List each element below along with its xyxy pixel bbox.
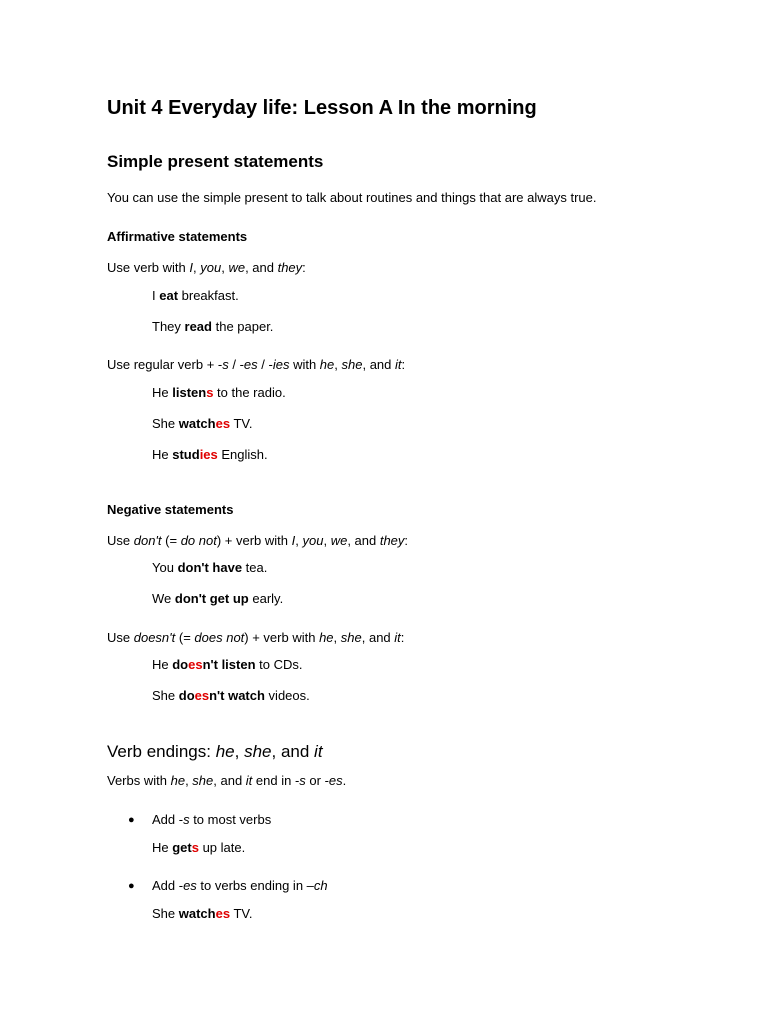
bullet-dot-icon: ● [128, 880, 135, 892]
example-sentence: She watches TV. [152, 906, 253, 921]
bullet-item-label: Add -es to verbs ending in –ch [152, 878, 328, 893]
example-sentence: We don't get up early. [152, 591, 284, 606]
example-sentence: She watches TV. [152, 416, 253, 431]
example-sentence: He gets up late. [152, 840, 246, 855]
section-heading-simple-present: Simple present statements [107, 152, 324, 171]
example-sentence: She doesn't watch videos. [152, 688, 310, 703]
verb-endings-heading: Verb endings: he, she, and it [107, 742, 323, 761]
page-title: Unit 4 Everyday life: Lesson A In the morning [107, 97, 537, 119]
example-sentence: He doesn't listen to CDs. [152, 657, 303, 672]
example-sentence: He studies English. [152, 447, 268, 462]
affirmative-rule-1: Use verb with I, you, we, and they: [107, 260, 306, 275]
bullet-dot-icon: ● [128, 814, 135, 826]
example-sentence: He listens to the radio. [152, 385, 286, 400]
example-sentence: They read the paper. [152, 319, 274, 334]
affirmative-heading: Affirmative statements [107, 229, 248, 244]
affirmative-rule-2: Use regular verb + -s / -es / -ies with he, she, and it: [107, 357, 406, 372]
example-sentence: You don't have tea. [152, 560, 268, 575]
negative-rule-1: Use don't (= do not) + verb with I, you, we, and they: [107, 533, 409, 548]
negative-rule-2: Use doesn't (= does not) + verb with he, she, and it: [107, 630, 405, 645]
bullet-item-label: Add -s to most verbs [152, 812, 272, 827]
verb-endings-intro: Verbs with he, she, and it end in -s or -es. [107, 773, 347, 788]
negative-heading: Negative statements [107, 502, 234, 517]
example-sentence: I eat breakfast. [152, 288, 239, 303]
section-intro: You can use the simple present to talk about routines and things that are always true. [107, 190, 597, 205]
